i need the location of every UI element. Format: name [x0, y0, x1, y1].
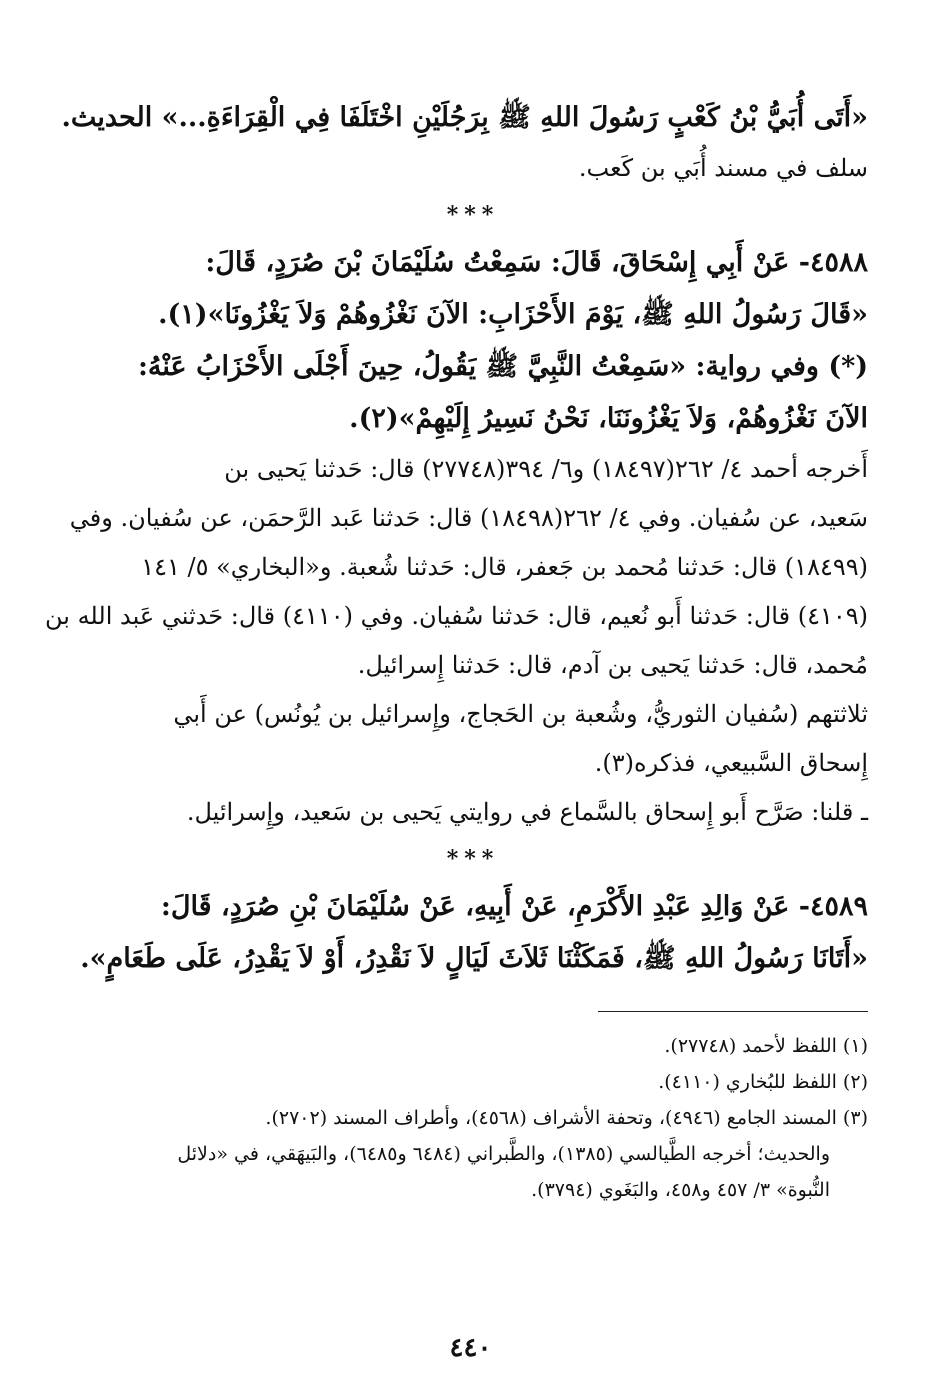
section-divider-stars: ***: [446, 202, 500, 228]
page-number: ٤٤٠: [449, 1333, 492, 1363]
section-divider-stars-2: ***: [446, 846, 500, 872]
takhrij-line-2: سَعيد، عن سُفيان. وفي ٤/ ٢٦٢(١٨٤٩٨) قال: حَدثنا عَبد الرَّحمَن، عن سُفيان. وفي: [69, 504, 868, 532]
hadith-4588-line-3: (*) وفي رواية: «سَمِعْتُ النَّبِيَّ ﷺ يَقُولُ، حِينَ أَجْلَى الأَحْزَابُ عَنْهُ:: [137, 351, 868, 382]
hadith-4589-line-2: «أَتَانَا رَسُولُ اللهِ ﷺ، فَمَكَثْنَا ثَلاَثَ لَيَالٍ لاَ نَقْدِرُ، أَوْ لاَ يَقْدِرُ، عَلَى طَعَامٍ».: [80, 943, 868, 974]
thalathatuhum-line-1: ثلاثتهم (سُفيان الثوريُّ، وشُعبة بن الحَجاج، وإِسرائيل بن يُونُس) عن أَبي: [173, 700, 868, 728]
footnote-separator: [598, 1011, 868, 1012]
hadith-4588-line-4: الآنَ نَغْزُوهُمْ، وَلاَ يَغْزُونَنَا، نَحْنُ نَسِيرُ إِلَيْهِمْ»(٢).: [349, 403, 868, 434]
intro-line-1: «أَتَى أُبَيُّ بْنُ كَعْبٍ رَسُولَ اللهِ ﷺ بِرَجُلَيْنِ اخْتَلَفَا فِي الْقِرَاءَةِ...» الحديث.: [61, 102, 868, 133]
footnote-3: (٣) المسند الجامع (٤٩٤٦)، وتحفة الأشراف (٤٥٦٨)، وأطراف المسند (٢٧٠٢).: [265, 1107, 868, 1129]
takhrij-line-3: (١٨٤٩٩) قال: حَدثنا مُحمد بن جَعفر، قال: حَدثنا شُعبة. و«البخاري» ٥/ ١٤١: [141, 553, 868, 581]
hadith-4588-line-1: ٤٥٨٨- عَنْ أَبِي إِسْحَاقَ، قَالَ: سَمِعْتُ سُلَيْمَانَ بْنَ صُرَدٍ، قَالَ:: [205, 247, 868, 278]
footnote-1: (١) اللفظ لأحمد (٢٧٧٤٨).: [664, 1035, 868, 1057]
takhrij-line-1: أَخرجه أحمد ٤/ ٢٦٢(١٨٤٩٧) و٦/ ٣٩٤(٢٧٧٤٨) قال: حَدثنا يَحيى بن: [224, 455, 868, 483]
hadith-4589-line-1: ٤٥٨٩- عَنْ وَالِدِ عَبْدِ الأَكْرَمِ، عَنْ أَبِيهِ، عَنْ سُلَيْمَانَ بْنِ صُرَدٍ، قَالَ:: [160, 891, 868, 922]
intro-line-2: سلف في مسند أُبَي بن كَعب.: [578, 154, 868, 182]
page-body: [44, 92, 868, 1342]
takhrij-line-4: (٤١٠٩) قال: حَدثنا أَبو نُعيم، قال: حَدثنا سُفيان. وفي (٤١١٠) قال: حَدثني عَبد الله بن: [44, 602, 868, 630]
hadith-4588-line-2: «قَالَ رَسُولُ اللهِ ﷺ، يَوْمَ الأَحْزَابِ: الآنَ نَغْزُوهُمْ وَلاَ يَغْزُونَا»(١).: [158, 299, 868, 330]
thalathatuhum-line-2: إِسحاق السَّبيعي، فذكره(٣).: [594, 749, 868, 777]
footnote-3-continuation-2: النُّبوة» ٣/ ٤٥٧ و٤٥٨، والبَغَوي (٣٧٩٤).: [531, 1179, 830, 1201]
footnote-2: (٢) اللفظ للبُخاري (٤١١٠).: [658, 1071, 868, 1093]
footnote-3-continuation-1: والحديث؛ أخرجه الطَّيالسي (١٣٨٥)، والطَّبراني (٦٤٨٤ و٦٤٨٥)، والبَيهَقي، في «دلائل: [177, 1143, 830, 1165]
takhrij-line-5: مُحمد، قال: حَدثنا يَحيى بن آدم، قال: حَدثنا إِسرائيل.: [357, 651, 868, 679]
qulna-note: ـ قلنا: صَرَّح أَبو إِسحاق بالسَّماع في روايتي يَحيى بن سَعيد، وإِسرائيل.: [186, 798, 868, 826]
